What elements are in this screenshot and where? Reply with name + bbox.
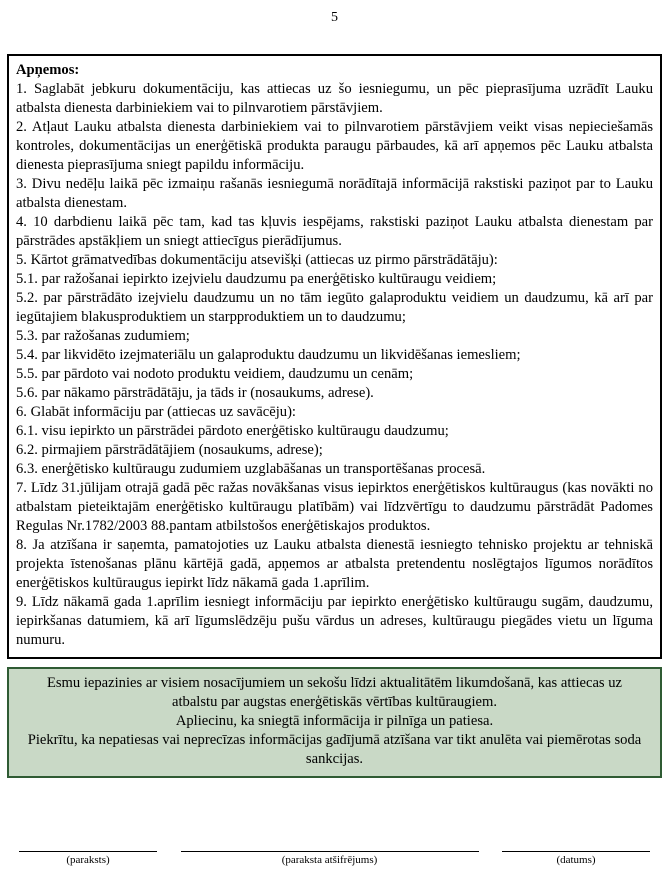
signature-label-paraksts: (paraksts) bbox=[66, 854, 110, 866]
commitment-item-5: 5. Kārtot grāmatvedības dokumentāciju atsevišķi (attiecas uz pirmo pārstrādātāju): bbox=[16, 252, 498, 268]
signature-label-datums: (datums) bbox=[556, 854, 596, 866]
signature-field-datums bbox=[502, 851, 650, 866]
signature-row bbox=[7, 851, 662, 874]
page-number: 5 bbox=[331, 10, 338, 25]
signature-line-datums bbox=[502, 851, 650, 852]
declaration-box bbox=[7, 667, 662, 778]
commitment-item-5-3: 5.3. par ražošanas zudumiem; bbox=[16, 328, 190, 344]
commitment-item-4: 4. 10 darbdienu laikā pēc tam, kad tas kļuvis iespējams, rakstiski paziņot Lauku atbalsta dienestam par pārstrādes apstākļiem un sniegt attiecīgus pierādījumus. bbox=[16, 214, 653, 249]
commitment-item-5-5: 5.5. par pārdoto vai nodoto produktu veidiem, daudzumu un cenām; bbox=[16, 366, 414, 382]
signature-line-paraksts bbox=[19, 851, 157, 852]
commitment-item-5-4: 5.4. par likvidēto izejmateriālu un galaproduktu daudzumu un likvidēšanas iemesliem; bbox=[16, 347, 521, 363]
commitment-item-6-3: 6.3. enerģētisko kultūraugu zudumiem uzglabāšanas un transportēšanas procesā. bbox=[16, 461, 486, 477]
signature-label-atsifrejums: (paraksta atšifrējums) bbox=[281, 854, 378, 866]
commitment-item-9: 9. Līdz nākamā gada 1.aprīlim iesniegt informāciju par iepirkto enerģētisko kultūraugu sugām, daudzumu, iepirkšanas datumiem, kā arī līgumslēdzēju pušu vārdus un adreses, kultūraugu piegādes vietu un līguma numuru. bbox=[16, 594, 653, 648]
signature-field-paraksts bbox=[19, 851, 157, 866]
signature-field-atsifrejums bbox=[181, 851, 479, 866]
commitment-item-7: 7. Līdz 31.jūlijam otrajā gadā pēc ražas novākšanas visus iepirktos enerģētiskos kultūraugus (kas novākti no atbalstam pieteiktajām enerģētisko kultūraugu platībām) vai līdzvērtīgu to daudzumu pārstrādāt Padomes Regulas Nr.1782/2003 88.pantam atbilstošos enerģētiskajos produktos. bbox=[16, 480, 653, 534]
declaration-line-1: Esmu iepazinies ar visiem nosacījumiem un sekošu līdzi aktualitātēm likumdošanā, kas attiecas uz atbalstu par augstas enerģētiskās vērtības kultūraugiem. bbox=[46, 675, 623, 710]
commitment-item-8: 8. Ja atzīšana ir saņemta, pamatojoties uz Lauku atbalsta dienestā iesniegto tehnisko projektu ar tehniskā projekta īstenošanas plānu kārtējā gadā, apņemos ar atbalsta pretendentu noslēgtajos līgumos norādītos enerģētiskos kultūraugus iepirkt līdz nākamā gada 1.aprīlim. bbox=[16, 537, 653, 591]
commitment-item-2: 2. Atļaut Lauku atbalsta dienesta darbiniekiem vai to pilnvarotiem pārstāvjiem veikt visas nepieciešamās kontroles, dokumentācijas un enerģētiskā produkta paraugu pārbaudes, kā arī apņemos pēc Lauku atbalsta dienesta pieprasījuma sniegt papildu informāciju. bbox=[16, 119, 653, 173]
commitments-title: Apņemos: bbox=[16, 62, 80, 78]
declaration-line-3: Piekrītu, ka nepatiesas vai neprecīzas informācijas gadījumā atzīšana var tikt anulēta vai piemērotas soda sankcijas. bbox=[27, 732, 642, 767]
signature-line-atsifrejums bbox=[181, 851, 479, 852]
commitment-item-5-1: 5.1. par ražošanai iepirkto izejvielu daudzumu pa enerģētisko kultūraugu veidiem; bbox=[16, 271, 497, 287]
declaration-line-2: Apliecinu, ka sniegtā informācija ir pilnīga un patiesa. bbox=[175, 713, 494, 729]
commitment-item-6-1: 6.1. visu iepirkto un pārstrādei pārdoto enerģētisko kultūraugu daudzumu; bbox=[16, 423, 449, 439]
commitment-item-3: 3. Divu nedēļu laikā pēc izmaiņu rašanās iesniegumā norādītajā informācijā rakstiski paziņot par to Lauku atbalsta dienestam. bbox=[16, 176, 653, 211]
commitment-item-5-2: 5.2. par pārstrādāto izejvielu daudzumu un no tām iegūto galaproduktu veidiem un daudzumu, kā arī par iegūtajiem blakusproduktiem un starpproduktiem un to daudzumu; bbox=[16, 290, 653, 325]
commitment-item-5-6: 5.6. par nākamo pārstrādātāju, ja tāds ir (nosaukums, adrese). bbox=[16, 385, 374, 401]
commitment-item-6-2: 6.2. pirmajiem pārstrādātājiem (nosaukums, adrese); bbox=[16, 442, 323, 458]
commitment-item-1: 1. Saglabāt jebkuru dokumentāciju, kas attiecas uz šo iesniegumu, un pēc pieprasījuma uzrādīt Lauku atbalsta dienesta darbiniekiem vai to pilnvarotiem pārstāvjiem. bbox=[16, 81, 653, 116]
commitments-box bbox=[7, 54, 662, 659]
commitment-item-6: 6. Glabāt informāciju par (attiecas uz savācēju): bbox=[16, 404, 296, 420]
